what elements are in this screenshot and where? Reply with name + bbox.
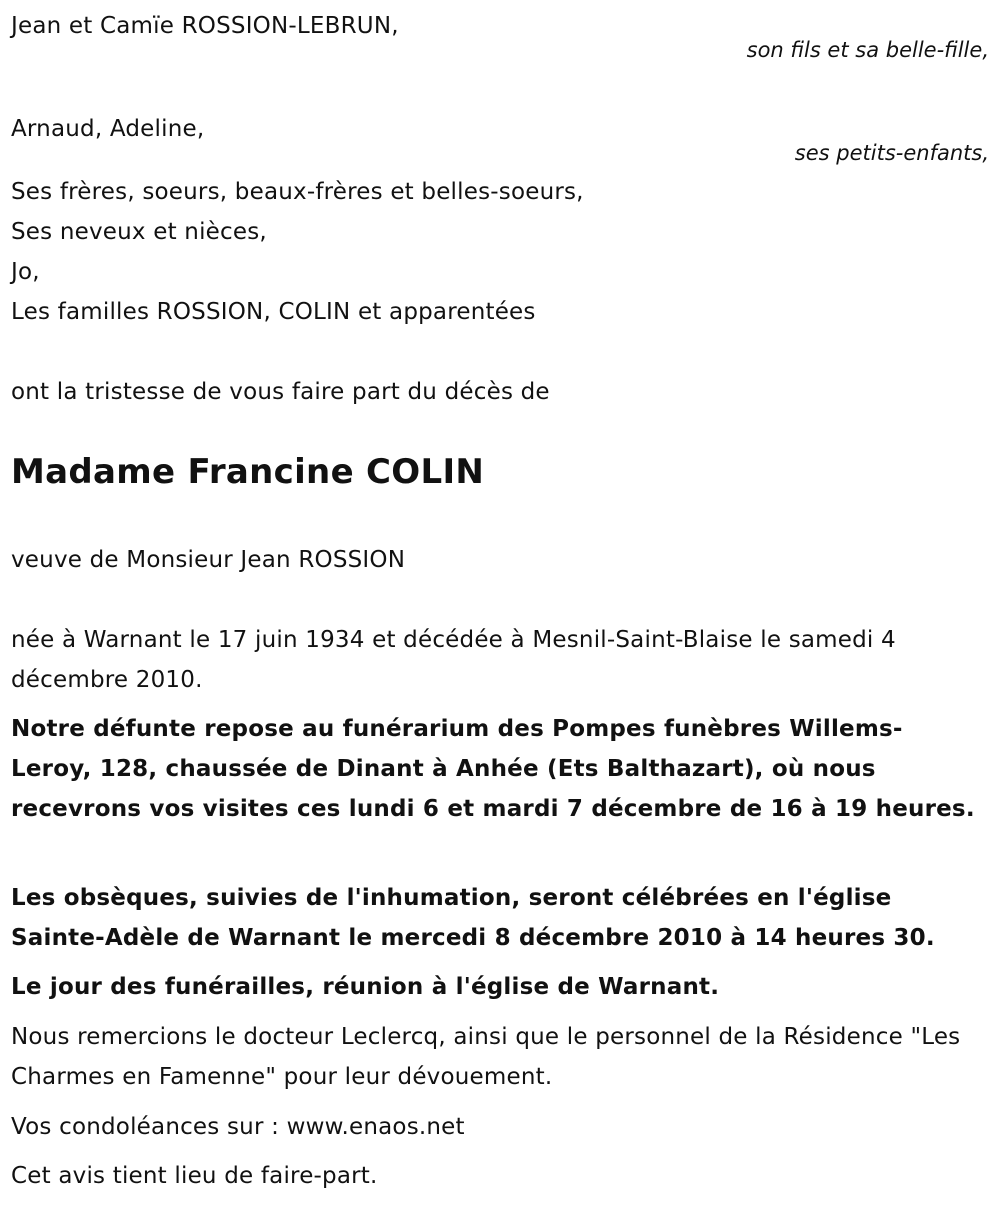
meeting-text: Le jour des funérailles, réunion à l'église de Warnant.	[11, 974, 720, 1000]
birth-death-text: née à Warnant le 17 juin 1934 et décédée à Mesnil-Saint-Blaise le samedi 4 décembre 2010.	[11, 627, 896, 693]
family-line-siblings: Ses frères, soeurs, beaux-frères et belles-soeurs,	[11, 179, 584, 205]
family-line-jo: Jo,	[11, 259, 40, 285]
funerarium-text: Notre défunte repose au funérarium des Pompes funèbres Willems-Leroy, 128, chaussée de Dinant à Anhée (Ets Balthazart), où nous recevrons vos visites ces lundi 6 et mardi 7 décembre de 16 à 19 heures.	[11, 716, 975, 822]
ceremony-text: Les obsèques, suivies de l'inhumation, seront célébrées en l'église Sainte-Adèle de Warnant le mercedi 8 décembre 2010 à 14 heures 30.	[11, 885, 935, 951]
family-line-grandchildren: Arnaud, Adeline,	[11, 116, 205, 142]
closing-text: Cet avis tient lieu de faire-part.	[11, 1163, 378, 1189]
family-line-families: Les familles ROSSION, COLIN et apparentées	[11, 299, 536, 325]
thanks-text: Nous remercions le docteur Leclercq, ainsi que le personnel de la Résidence "Les Charmes en Famenne" pour leur dévouement.	[11, 1024, 961, 1090]
family-line-children: Jean et Camïe ROSSION-LEBRUN,	[11, 13, 399, 39]
condolences-text: Vos condoléances sur : www.enaos.net	[11, 1114, 465, 1140]
announcement-text: ont la tristesse de vous faire part du décès de	[11, 379, 550, 405]
relation-grandchildren: ses petits-enfants,	[794, 141, 989, 165]
widow-of: veuve de Monsieur Jean ROSSION	[11, 547, 406, 573]
relation-children: son fils et sa belle-fille,	[746, 38, 989, 62]
deceased-name: Madame Francine COLIN	[11, 452, 485, 492]
family-line-nephews: Ses neveux et nièces,	[11, 219, 267, 245]
